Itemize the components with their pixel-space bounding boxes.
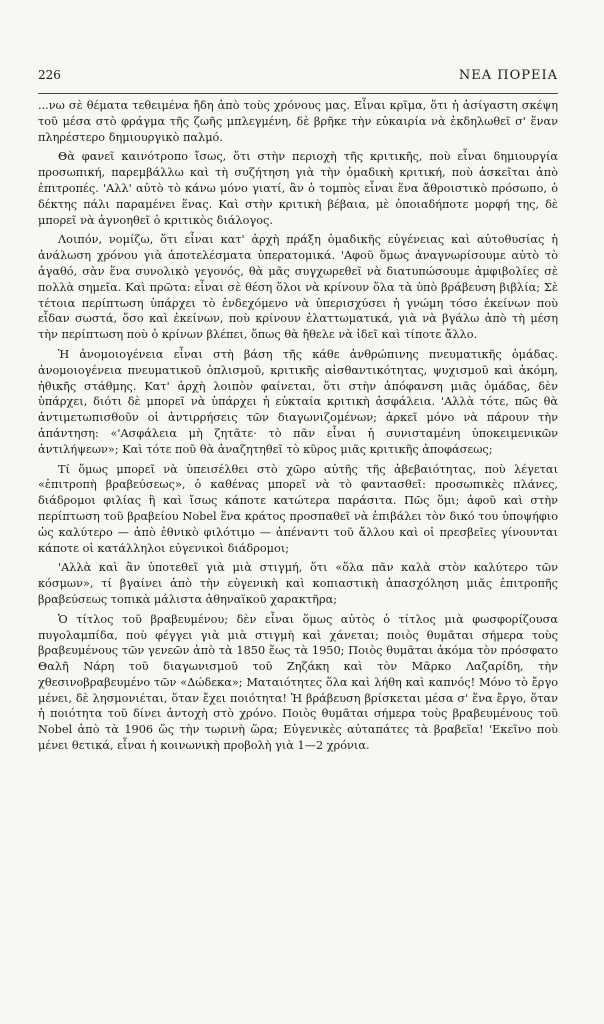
running-title: ΝΕΑ ΠΟΡΕΙΑ <box>458 68 558 83</box>
paragraph-2: Θὰ φανεῖ καινότροπο ἴσως, ὅτι στὴν περιοχὴ τῆς κριτικῆς, ποὺ εἶναι δημιουργία προσωπική, παρεμβάλλω καὶ τὴ συζήτηση γιὰ τὴν ὁμαδικὴ κριτική, ποὺ ἀσκεῖται ἀπὸ ἐπιτροπές. 'Αλλ' αὐτὸ τὸ κάνω μόνο γιατί, ἂν ὁ τομπὸς εἶναι ἕνα ἄθροιστικὸ πρόσωπο, ὁ δέκτης πάλι παραμένει ἕνας. Καὶ στὴν κριτικὴ βέβαια, μὲ ὁποιαδήποτε μορφή της, δὲ μπορεῖ νὰ ἀγνοηθεῖ ὁ κριτικὸς διάλογος. <box>38 150 558 227</box>
header-rule <box>38 93 558 94</box>
paragraph-1: ...νω σὲ θέματα τεθειμένα ἤδη ἀπὸ τοὺς χρόνους μας. Εἶναι κρῖμα, ὅτι ἡ ἀσίγαστη σκέψη τοῦ μέσα στὸ φράγμα τῆς ζωῆς μπλεγμένη, δὲ βρῆκε τὴν εὐκαιρία νὰ ἐκδηλωθεῖ σ' ἕναν πληρέστερο δημιουργικὸ παλμό. <box>38 99 558 144</box>
paragraph-5: Τί ὅμως μπορεῖ νὰ ὑπεισέλθει στὸ χῶρο αὐτῆς τῆς ἀβεβαιότητας, ποὺ λέγεται «ἐπιτροπὴ βραβεύσεως», ὁ καθένας μπορεῖ νὰ τὸ φαντασθεῖ: προσωπικὲς πλάνες, διάδρομοι φιλίας ἢ καὶ ἴσως κάποτε κατώτερα παράσιτα. Πῶς ὅμι; ἀφοῦ καὶ στὴν περίπτωση τοῦ βραβείου Nobel ἕνα κράτος προσπαθεῖ νὰ ἐπιβάλει τὸν δικό του ὑποψήφιο ὡς καλύτερο — ἀπὸ ἐθνικὸ φιλότιμο — ἀπέναντι τοῦ ἄλλου καὶ οἱ πρεσβεῖες γίνουνται κάποτε οἱ κατάλληλοι εὐγενικοὶ διάδρομοι; <box>38 462 558 555</box>
paragraph-3: Λοιπόν, νομίζω, ὅτι εἶναι κατ' ἀρχὴ πράξη ὁμαδικῆς εὐγένειας καὶ αὐτοθυσίας ἡ ἀνάλωση χρόνου γιὰ ἀποτελέσματα ὑπερατομικά. 'Αφοῦ ὅμως ἀναγνωρίσουμε αὐτὸ τὸ ἀγαθό, σὰν ἕνα συνολικὸ γεγονός, θὰ μᾶς συγχωρεθεῖ νὰ διατυπώσουμε ἀμφιβολίες σὲ πολλὰ σημεῖα. Καὶ πρῶτα: εἶναι σὲ θέση ὅλοι νὰ κρίνουν ὅλα τὰ ὑπὸ βράβευση βιβλία; Σὲ τέτοια περίπτωση ὑπάρχει τὸ ἐνδεχόμενο νὰ ὑπερισχύσει ἡ γνώμη τόσο ἐκείνων ποὺ εἶδαν σωστά, ὅσο καὶ ἐκείνων, ποὺ κρίνουν ἐλαττωματικά, γιὰ νὰ βγάλω ἀπὸ τὴ μέση τὴν περίπτωση ποὺ ὁ κρίνων βλέπει, ὅπως θὰ ἤθελε νὰ ἰδεῖ καὶ τίποτε ἄλλο. <box>38 233 558 342</box>
page-number: 226 <box>38 68 61 82</box>
paragraph-7: Ὁ τίτλος τοῦ βραβευμένου; δὲν εἶναι ὅμως αὐτὸς ὁ τίτλος μιὰ φωσφορίζουσα πυγολαμπίδα, ποὺ φέγγει γιὰ μιὰ στιγμὴ καὶ χάνεται; ποιὸς θυμᾶται σήμερα τοὺς βραβευμένους τῶν γενεῶν ἀπὸ τὰ 1850 ἕως τὰ 1950; Ποιὸς θυμᾶται ἀκόμα τὸν πρόσφατο Θαλῆ Νάρη τοῦ διαγωνισμοῦ τοῦ Ζηζάκη καὶ τὸν Μᾶρκο Λαζαρίδη, τὴν χθεσινοβραβευμένο τῶν «Δώδεκα»; Ματαιότητες ὅλα καὶ λήθη καὶ καπνός! Μόνο τὸ ἔργο μένει, δὲ λησμονιέται, ὅταν ἔχει ποιότητα! Ἡ βράβευση βρίσκεται μέσα σ' ἕνα ἔργο, ὅταν ἡ ποιότητα τοῦ δίνει ἀντοχὴ στὸ χρόνο. Ποιὸς θυμᾶται σήμερα τοὺς βραβευμένους τοῦ Nobel ἀπὸ τὰ 1906 ὥς τὴν τωρινὴ ὥρα; Εὐγενικὲς αὐταπάτες τὰ βραβεῖα! 'Εκεῖνο ποὺ μένει θετικά, εἶναι ἡ κοινωνικὴ προβολὴ γιὰ 1—2 χρόνια. <box>38 612 558 753</box>
body-text <box>38 98 558 758</box>
paragraph-4: Ἡ ἀνομοιογένεια εἶναι στὴ βάση τῆς κάθε ἀνθρώπινης πνευματικῆς ὁμάδας. ἀνομοιογένεια πνευματικοῦ ὁπλισμοῦ, κριτικῆς αἰσθαντικότητας, ψυχισμοῦ καὶ ἀκόμη, ἠθικῆς στάθμης. Κατ' ἀρχὴ λοιπὸν φαίνεται, ὅτι στὴν ἀπόφανση μιᾶς ὁμάδας, δὲν ὑπάρχει, διότι δὲ μπορεῖ νὰ ὑπάρχει ἡ εὐκταία κριτικὴ ἀσφάλεια. 'Αλλὰ τότε, πῶς θὰ ἀντιμετωπισθοῦν οἱ ἀντιρρήσεις τῶν διαγωνιζομένων; ἀρκεῖ μόνο νὰ πάρουν τὴν ἀπάντηση: «'Ασφάλεια μὴ ζητᾶτε· τὸ πᾶν εἶναι ἡ συνισταμένη ὑποκειμενικῶν ἀντιλήψεων»; Καὶ τότε ποῦ θὰ ἀναζητηθεῖ τὸ κῦρος μιᾶς κριτικῆς ἀποφάσεως; <box>38 347 558 456</box>
paragraph-6: 'Αλλὰ καὶ ἂν ὑποτεθεῖ γιὰ μιὰ στιγμή, ὅτι «ὅλα πᾶν καλὰ στὸν καλύτερο τῶν κόσμων», τί βγαίνει ἀπὸ τὴν εὐγενικὴ καὶ κοπιαστικὴ ἀπασχόληση μιᾶς ἐπιτροπῆς βραβεύσεως τοπικὰ μάλιστα ἀθηναϊκοῦ χαρακτῆρα; <box>38 561 558 606</box>
page-header <box>38 68 558 86</box>
